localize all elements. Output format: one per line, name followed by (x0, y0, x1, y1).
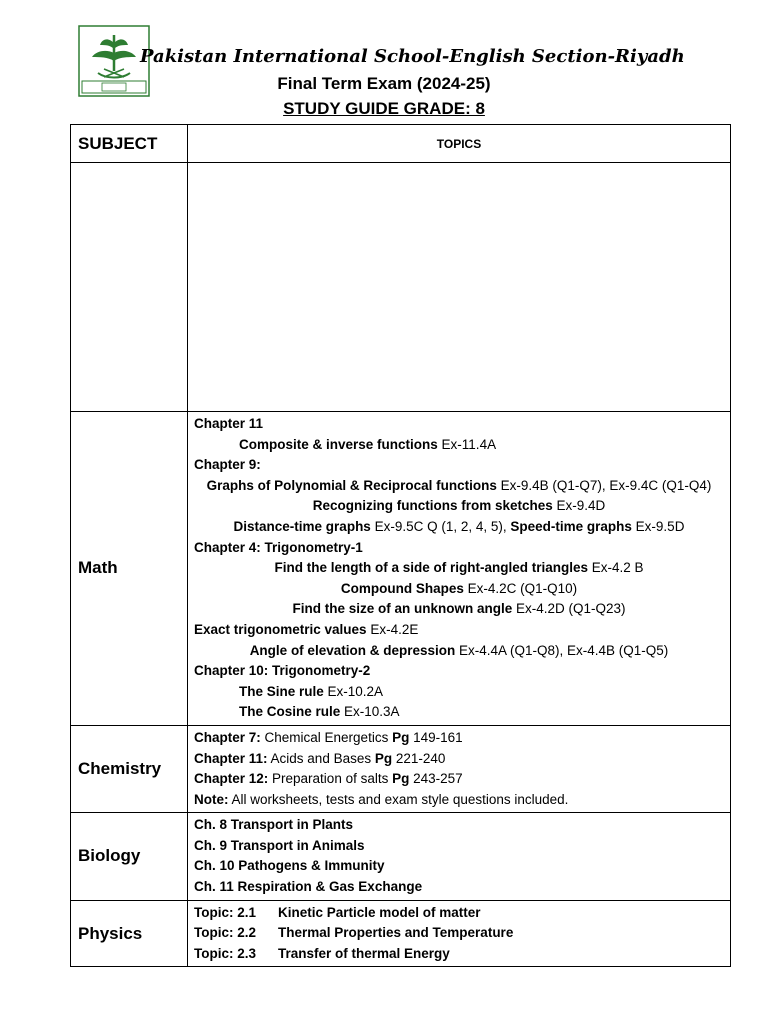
school-name: Pakistan International School-English Section-Riyadh (140, 46, 685, 67)
math-line-7: Chapter 4: Trigonometry-1 (194, 539, 363, 555)
chemistry-line-4: Note: All worksheets, tests and exam style questions included. (194, 791, 569, 807)
physics-line-1: Topic: 2.1 Kinetic Particle model of matter (194, 904, 481, 920)
chemistry-line-1: Chapter 7: Chemical Energetics Pg 149-161 (194, 729, 463, 745)
topics-column-header: TOPICS (188, 125, 731, 163)
subject-column-header: SUBJECT (71, 125, 188, 163)
exam-title: Final Term Exam (2024-25) (277, 74, 491, 93)
physics-topics (188, 900, 731, 967)
math-row (71, 412, 731, 726)
math-line-8: Find the length of a side of right-angled triangles Ex-4.2 B (274, 560, 644, 576)
physics-line-2: Topic: 2.2 Thermal Properties and Temperature (194, 925, 514, 941)
physics-row (71, 900, 731, 967)
chemistry-row (71, 725, 731, 812)
study-guide-table (70, 124, 731, 967)
math-line-9: Compound Shapes Ex-4.2C (Q1-Q10) (340, 580, 578, 596)
math-line-13: Chapter 10: Trigonometry-2 (194, 663, 371, 679)
chemistry-topics (188, 725, 731, 812)
biology-topics (188, 813, 731, 900)
math-line-6: Distance-time graphs Ex-9.5C Q (1, 2, 4, 5), Speed-time graphs Ex-9.5D (233, 518, 685, 534)
blank-row (71, 163, 731, 412)
subject-physics: Physics (71, 900, 188, 967)
subject-biology: Biology (71, 813, 188, 900)
math-topics (188, 412, 731, 726)
biology-line-3: Ch. 10 Pathogens & Immunity (194, 858, 385, 874)
math-line-1: Chapter 11 (194, 416, 264, 431)
biology-line-2: Ch. 9 Transport in Animals (194, 837, 365, 853)
biology-line-1: Ch. 8 Transport in Plants (194, 817, 354, 833)
math-line-5: Recognizing functions from sketches Ex-9.4D (312, 498, 606, 514)
math-line-2: Composite & inverse functions Ex-11.4A (239, 436, 497, 452)
chemistry-line-3: Chapter 12: Preparation of salts Pg 243-257 (194, 771, 463, 787)
biology-row (71, 813, 731, 900)
table-header-row (71, 125, 731, 163)
blank-topics-cell (188, 163, 731, 412)
math-line-4: Graphs of Polynomial & Reciprocal functions Ex-9.4B (Q1-Q7), Ex-9.4C (Q1-Q4) (206, 477, 712, 493)
math-line-3: Chapter 9: (194, 457, 261, 473)
math-line-12: Angle of elevation & depression Ex-4.4A (Q1-Q8), Ex-4.4B (Q1-Q5) (249, 642, 669, 658)
blank-subject-cell (71, 163, 188, 412)
study-guide-title: STUDY GUIDE GRADE: 8 (283, 99, 485, 118)
biology-line-4: Ch. 11 Respiration & Gas Exchange (194, 879, 423, 895)
chemistry-line-2: Chapter 11: Acids and Bases Pg 221-240 (194, 750, 446, 766)
subject-math: Math (71, 412, 188, 726)
math-line-10: Find the size of an unknown angle Ex-4.2D (Q1-Q23) (292, 601, 626, 617)
math-line-14: The Sine rule Ex-10.2A (239, 683, 384, 699)
math-line-11: Exact trigonometric values Ex-4.2E (194, 621, 419, 637)
physics-line-3: Topic: 2.3 Transfer of thermal Energy (194, 945, 450, 961)
math-line-15: The Cosine rule Ex-10.3A (239, 704, 400, 720)
subject-chemistry: Chemistry (71, 725, 188, 812)
